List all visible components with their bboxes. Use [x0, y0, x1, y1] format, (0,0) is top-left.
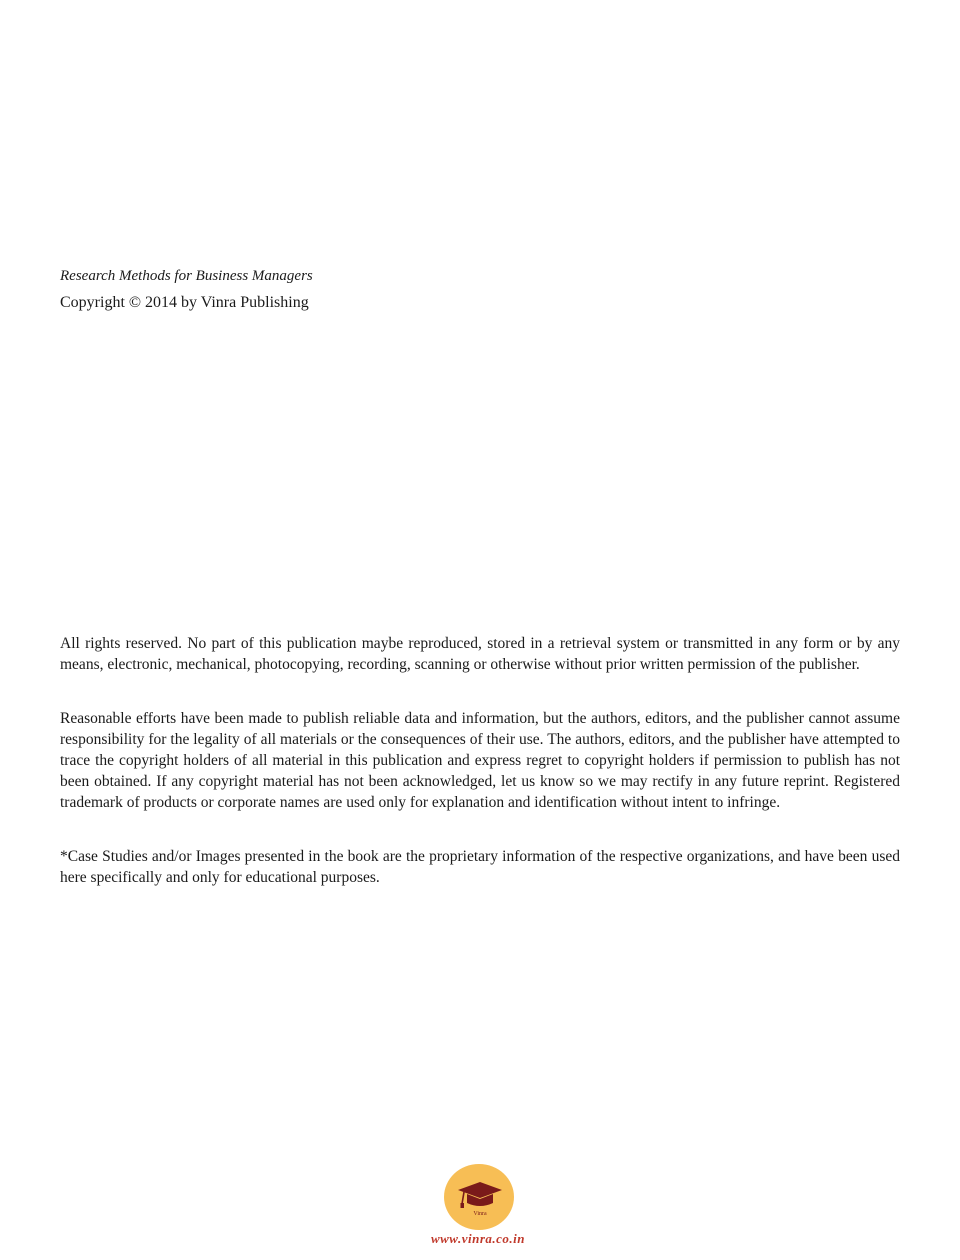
graduation-cap-icon	[444, 1164, 514, 1230]
publisher-logo	[444, 1164, 514, 1230]
disclaimer-paragraph: Reasonable efforts have been made to publish reliable data and information, but the authors, editors, and the publisher cannot assume responsibility for the legality of all materials or the consequences of their use. The authors, editors, and the publisher have attempted to trace the copyright holders of all material in this publication and express regret to copyright holders if permission to publish has not been obtained. If any copyright material has not been acknowledged, let us know so we may rectify in any future reprint. Registered trademark of products or corporate names are used only for explanation and identification without intent to infringe.	[60, 710, 900, 811]
publisher-footer	[0, 1162, 960, 1252]
copyright-notice: Copyright © 2014 by Vinra Publishing	[60, 294, 309, 311]
book-title: Research Methods for Business Managers	[60, 268, 313, 284]
rights-paragraph: All rights reserved. No part of this publication maybe reproduced, stored in a retrieval system or transmitted in any form or by any means, electronic, mechanical, photocopying, recording, scanning or otherwise without prior written permission of the publisher.	[60, 635, 900, 673]
svg-text:Vinra: Vinra	[473, 1211, 487, 1217]
publisher-url[interactable]: www.vinra.co.in	[430, 1231, 526, 1246]
case-studies-paragraph: *Case Studies and/or Images presented in the book are the proprietary information of the respective organizations, and have been used here specifically and only for educational purposes.	[60, 848, 900, 886]
legal-notice	[60, 633, 900, 921]
